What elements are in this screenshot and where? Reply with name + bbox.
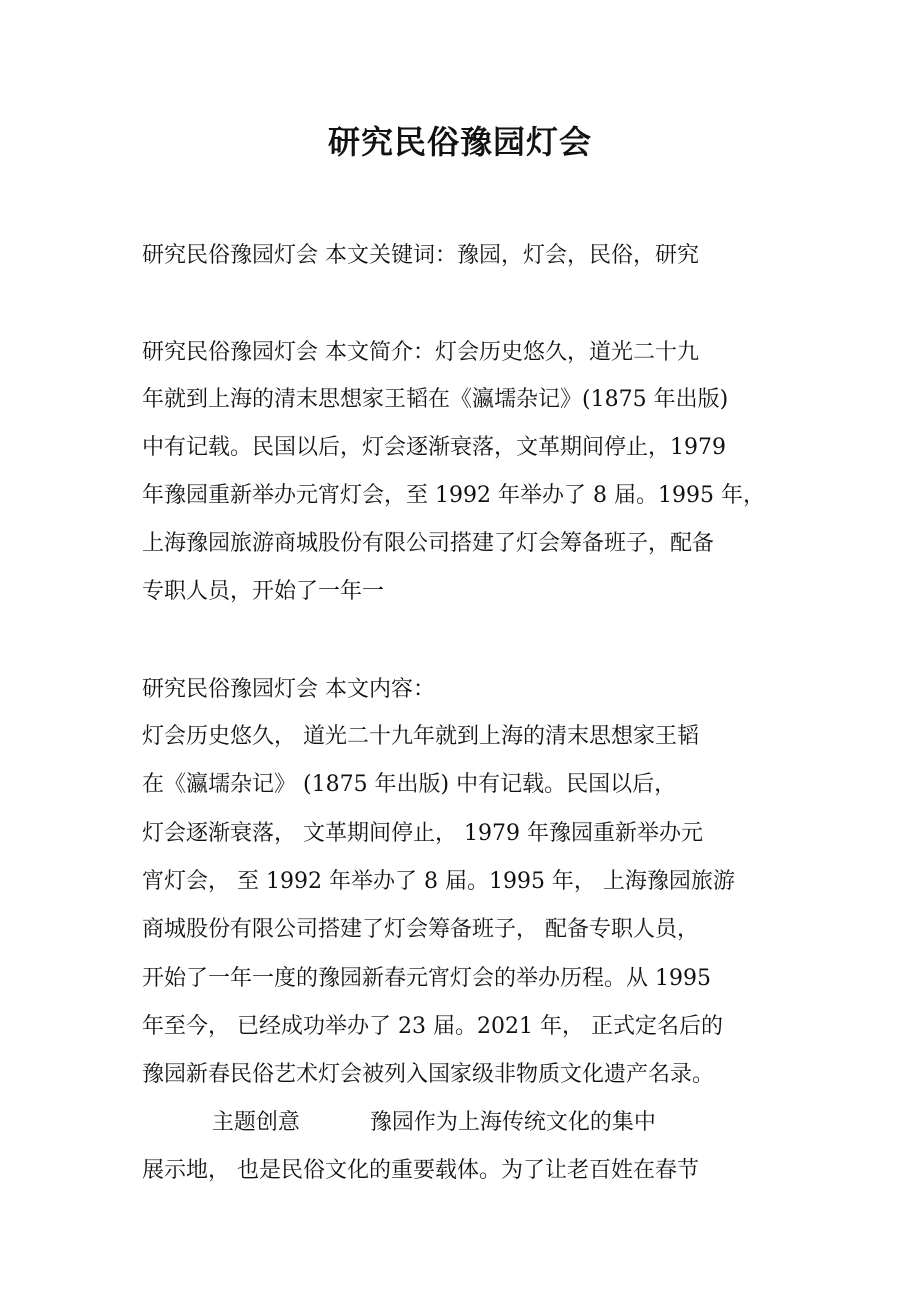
- content-line: 开始了一年一度的豫园新春元宵灯会的举办历程。从 1995: [142, 966, 711, 991]
- content-line: 商城股份有限公司搭建了灯会筹备班子， 配备专职人员，: [142, 917, 699, 942]
- content-line: 灯会逐渐衰落， 文革期间停止， 1979 年豫园重新举办元: [142, 821, 703, 846]
- content-line: 展示地， 也是民俗文化的重要载体。为了让老百姓在春节: [142, 1158, 699, 1183]
- content-line: 灯会历史悠久， 道光二十九年就到上海的清末思想家王韬: [142, 724, 699, 749]
- summary-line: 研究民俗豫园灯会 本文简介：灯会历史悠久，道光二十九: [142, 340, 699, 365]
- content-line: 主题创意 豫园作为上海传统文化的集中: [142, 1110, 656, 1135]
- keywords-line: 研究民俗豫园灯会 本文关键词：豫园，灯会，民俗，研究: [142, 243, 699, 268]
- summary-line: 专职人员，开始了一年一: [142, 579, 385, 604]
- summary-line: 年就到上海的清末思想家王韬在《瀛壖杂记》(1875 年出版): [142, 387, 729, 412]
- content-line: 豫园新春民俗艺术灯会被列入国家级非物质文化遗产名录。: [142, 1062, 715, 1087]
- summary-line: 年豫园重新举办元宵灯会，至 1992 年举办了 8 届。1995 年，: [142, 483, 765, 508]
- summary-line: 中有记载。民国以后，灯会逐渐衰落，文革期间停止，1979: [142, 435, 726, 460]
- summary-line: 上海豫园旅游商城股份有限公司搭建了灯会筹备班子，配备: [142, 531, 715, 556]
- content-line: 在《瀛壖杂记》 (1875 年出版) 中有记载。民国以后，: [142, 772, 677, 797]
- content-heading: 研究民俗豫园灯会 本文内容：: [142, 677, 435, 702]
- content-line: 年至今， 已经成功举办了 23 届。2021 年， 正式定名后的: [142, 1014, 723, 1039]
- content-line: 宵灯会， 至 1992 年举办了 8 届。1995 年， 上海豫园旅游: [142, 869, 735, 894]
- document-title: 研究民俗豫园灯会: [327, 123, 592, 161]
